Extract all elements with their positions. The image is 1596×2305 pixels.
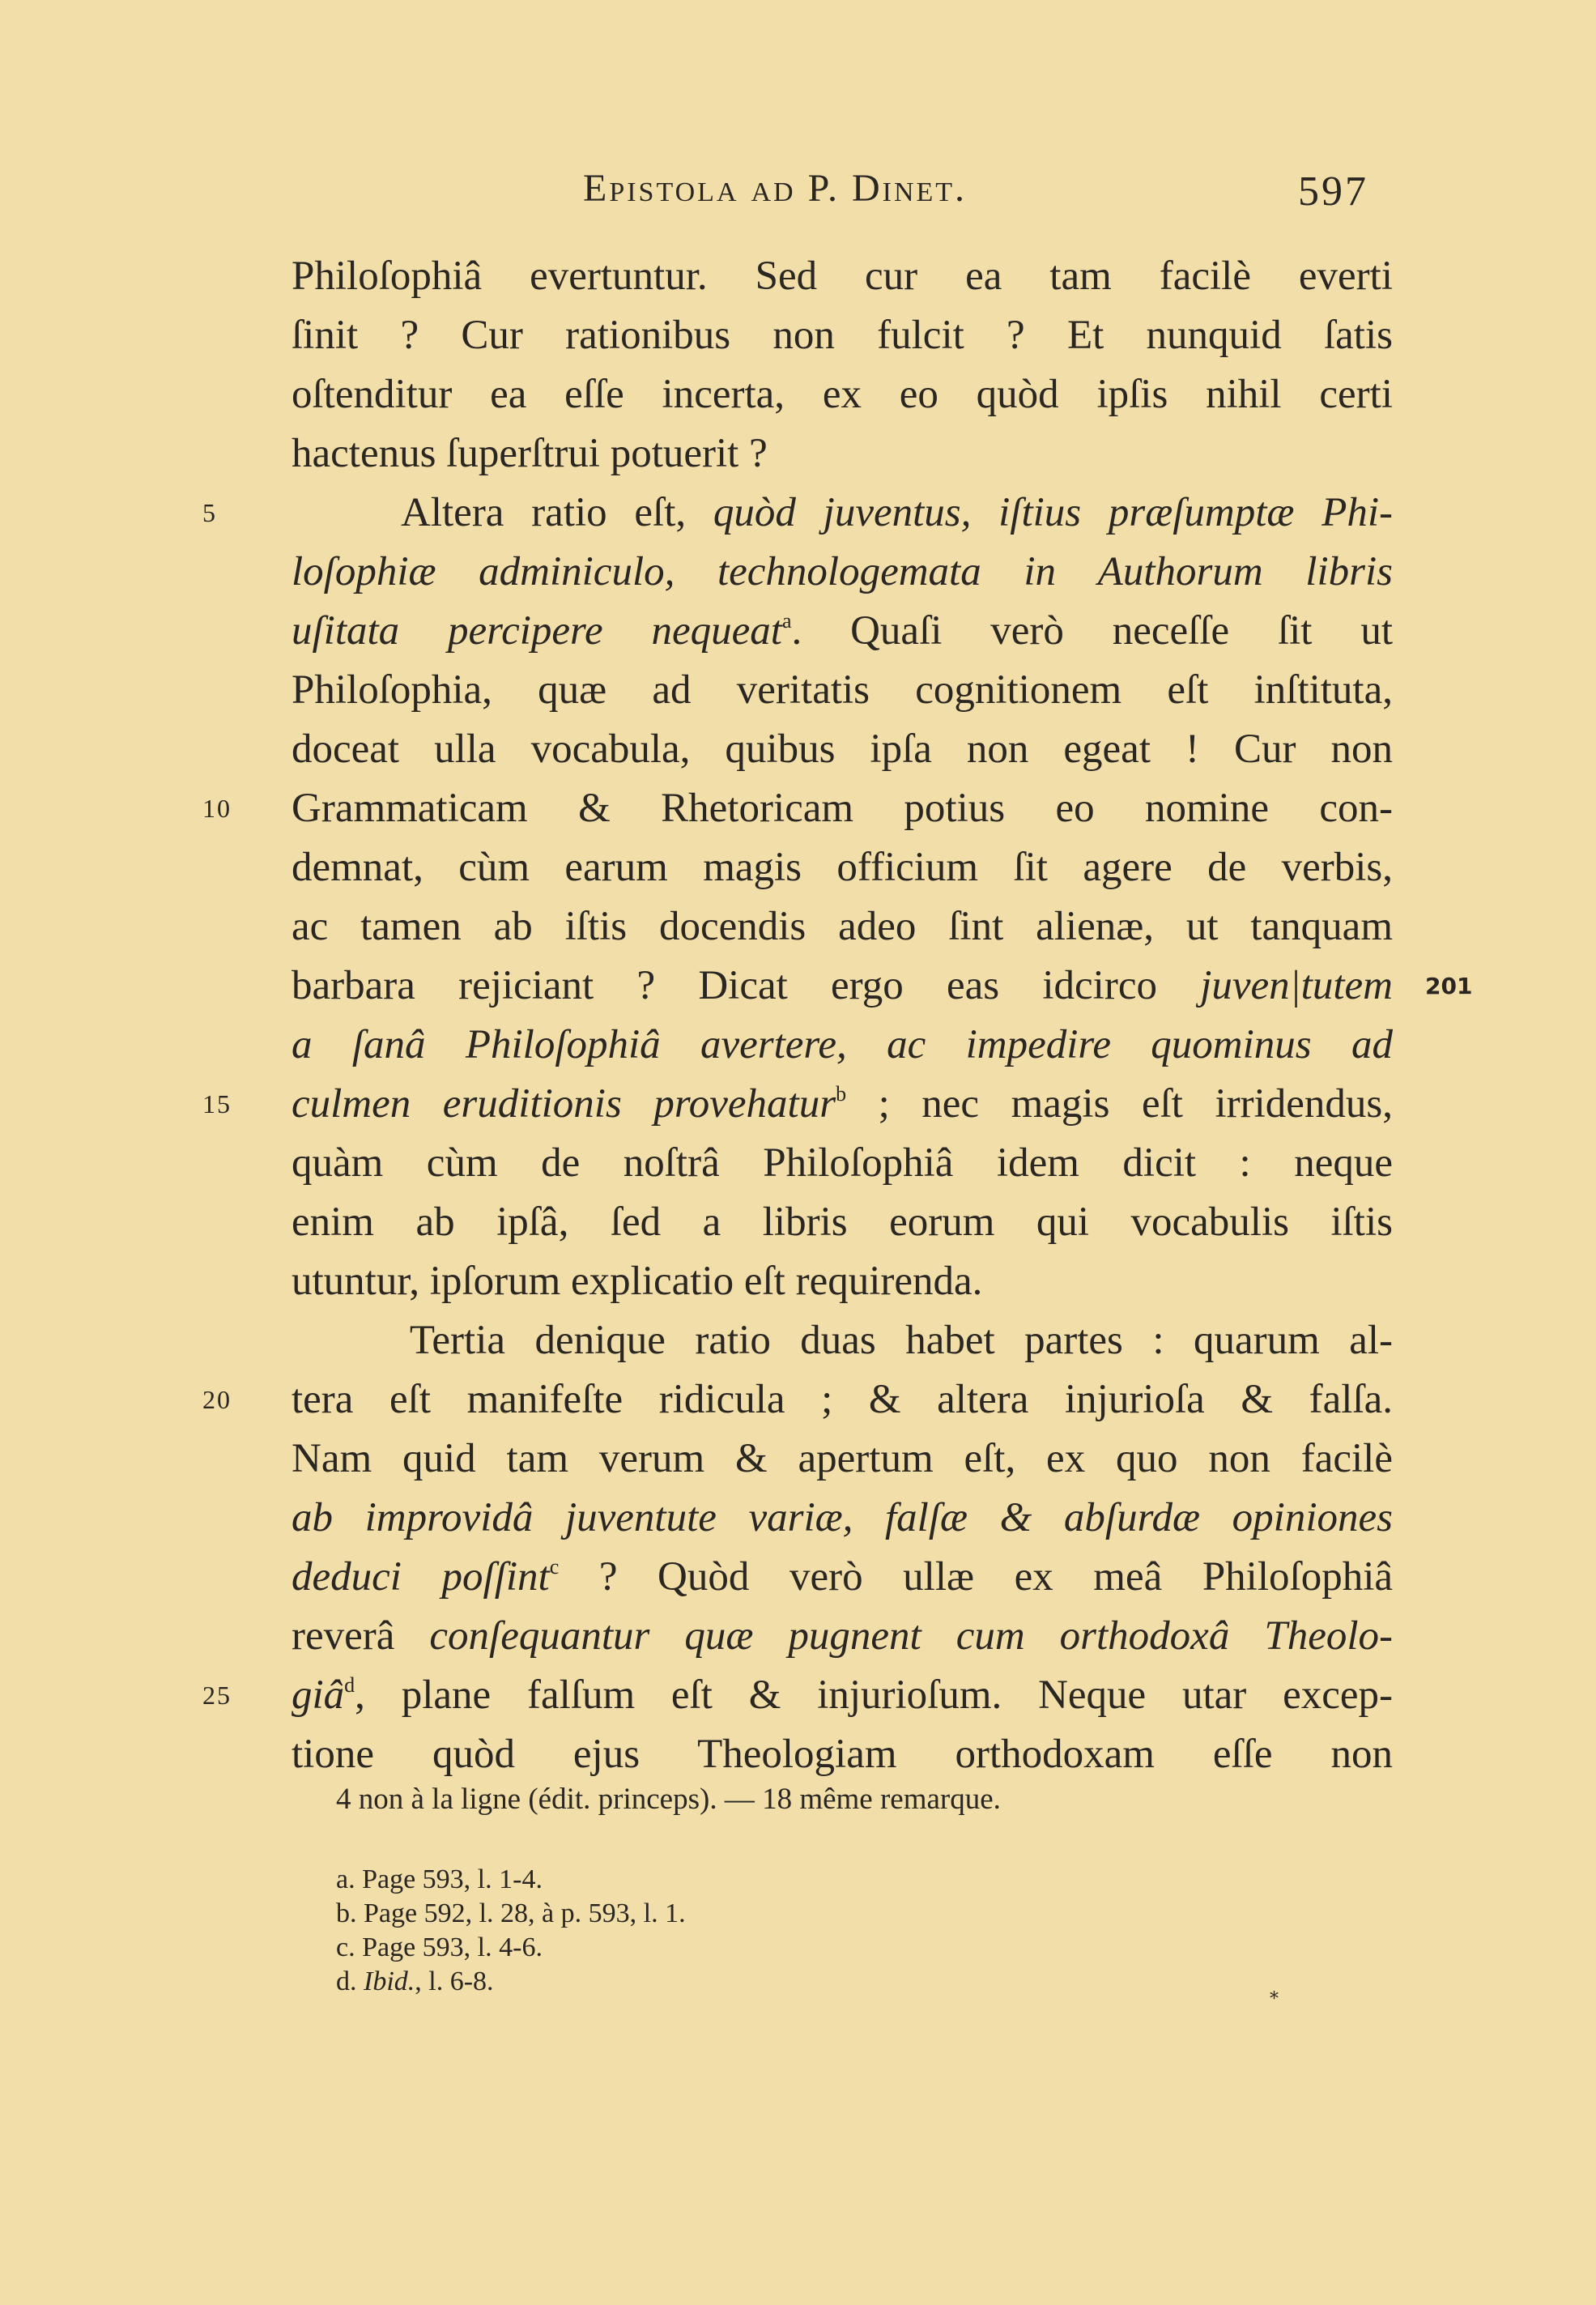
running-head: [583, 166, 1377, 223]
footnotes: [336, 1863, 686, 1999]
line-text: Grammaticam & Rhetoricam potius eo nomine con-: [292, 786, 1393, 831]
text-line: [202, 484, 1393, 543]
line-number: 15: [202, 1089, 232, 1118]
corner-mark: *: [1270, 1989, 1279, 2009]
footnote: b. Page 592, l. 28, à p. 593, l. 1.: [336, 1898, 686, 1928]
line-number: 20: [202, 1385, 232, 1414]
running-title: Epistola ad P. Dinet.: [583, 167, 968, 210]
line-text: oſtenditur ea eſſe incerta, ex eo quòd ipſis nihil certi: [292, 372, 1393, 417]
text-line: [292, 1607, 1393, 1666]
line-text: Nam quid tam verum & apertum eſt, ex quo non facilè: [292, 1436, 1393, 1481]
text-line: [292, 838, 1393, 897]
line-text: Philoſophia, quæ ad veritatis cognitionem eſt inſtituta,: [292, 667, 1393, 713]
line-text: loſophiæ adminiculo, technologemata in Authorum libris: [292, 549, 1393, 594]
text-line: [292, 897, 1393, 957]
line-text: utuntur, ipſorum explicatio eſt requirenda.: [292, 1259, 983, 1304]
line-text: deduci poſſint$^c$ ? Quòd verò ullæ ex meâ Philoſophiâ: [292, 1554, 1393, 1600]
body-text: [202, 247, 1473, 1784]
line-text: ab improvidâ juventute variæ, falſæ & abſurdæ opiniones: [292, 1495, 1393, 1540]
text-line: [292, 1252, 1393, 1311]
line-text: reverâ conſequantur quæ pugnent cum orthodoxâ Theolo-: [292, 1613, 1393, 1659]
margin-reference: 201: [1425, 973, 1473, 999]
line-text: a ſanâ Philoſophiâ avertere, ac impedire quominus ad: [292, 1022, 1393, 1067]
text-line: [292, 720, 1393, 779]
text-line: [202, 779, 1393, 838]
text-line: [202, 1075, 1393, 1134]
text-line: [292, 543, 1393, 602]
line-text: demnat, cùm earum magis officium ſit agere de verbis,: [292, 845, 1393, 890]
text-line: [292, 1193, 1393, 1252]
line-text: culmen eruditionis provehatur$^b$ ; nec magis eſt irridendus,: [292, 1081, 1393, 1127]
line-text: hactenus ſuperſtrui potuerit ?: [292, 431, 768, 476]
line-number: 10: [202, 794, 232, 823]
line-text: ſinit ? Cur rationibus non fulcit ? Et nunquid ſatis: [292, 313, 1393, 358]
footnote: c. Page 593, l. 4-6.: [336, 1932, 543, 1962]
text-line: [292, 1489, 1393, 1548]
line-text: giâ$^d$, plane falſum eſt & injurioſum. Neque utar excep-: [292, 1672, 1393, 1718]
line-text: tera eſt manifeſte ridicula ; & altera injurioſa & falſa.: [292, 1377, 1393, 1422]
line-number: 5: [202, 498, 217, 527]
variant-note: 4 non à la ligne (édit. princeps). — 18 même remarque.: [336, 1783, 1001, 1816]
text-line: [292, 661, 1393, 720]
text-line: [292, 1725, 1393, 1784]
line-text: doceat ulla vocabula, quibus ipſa non egeat ! Cur non: [292, 726, 1393, 772]
text-line: [292, 602, 1393, 661]
footnote: a. Page 593, l. 1-4.: [336, 1864, 543, 1894]
footnote: d. Ibid., l. 6-8.: [336, 1966, 494, 1996]
text-line: [292, 306, 1393, 365]
text-line: [292, 957, 1473, 1016]
line-text: barbara rejiciant ? Dicat ergo eas idcirco juven|tutem: [292, 963, 1393, 1008]
line-text: uſitata percipere nequeat$^a$. Quaſi verò neceſſe ſit ut: [292, 608, 1393, 654]
text-line: [292, 1429, 1393, 1489]
line-text: Tertia denique ratio duas habet partes : quarum al-: [292, 1318, 1393, 1363]
text-line: [292, 247, 1393, 306]
line-text: ac tamen ab iſtis docendis adeo ſint alienæ, ut tanquam: [292, 904, 1393, 949]
line-text: Altera ratio eſt, quòd juventus, iſtius præſumptæ Phi-: [292, 490, 1393, 535]
text-line: [292, 1016, 1393, 1075]
line-text: quàm cùm de noſtrâ Philoſophiâ idem dicit : neque: [292, 1140, 1393, 1186]
text-line: [202, 1370, 1393, 1429]
line-text: tione quòd ejus Theologiam orthodoxam eſſe non: [292, 1732, 1393, 1777]
line-text: enim ab ipſâ, ſed a libris eorum qui vocabulis iſtis: [292, 1199, 1393, 1245]
text-line: [292, 1311, 1393, 1370]
line-number: 25: [202, 1681, 232, 1710]
text-line: [292, 424, 1393, 484]
text-line: [202, 1666, 1393, 1725]
line-text: Philoſophiâ evertuntur. Sed cur ea tam facilè everti: [292, 254, 1393, 299]
text-line: [292, 1134, 1393, 1193]
page-number: 597: [1298, 168, 1368, 215]
text-line: [292, 1548, 1393, 1607]
text-line: [292, 365, 1393, 424]
